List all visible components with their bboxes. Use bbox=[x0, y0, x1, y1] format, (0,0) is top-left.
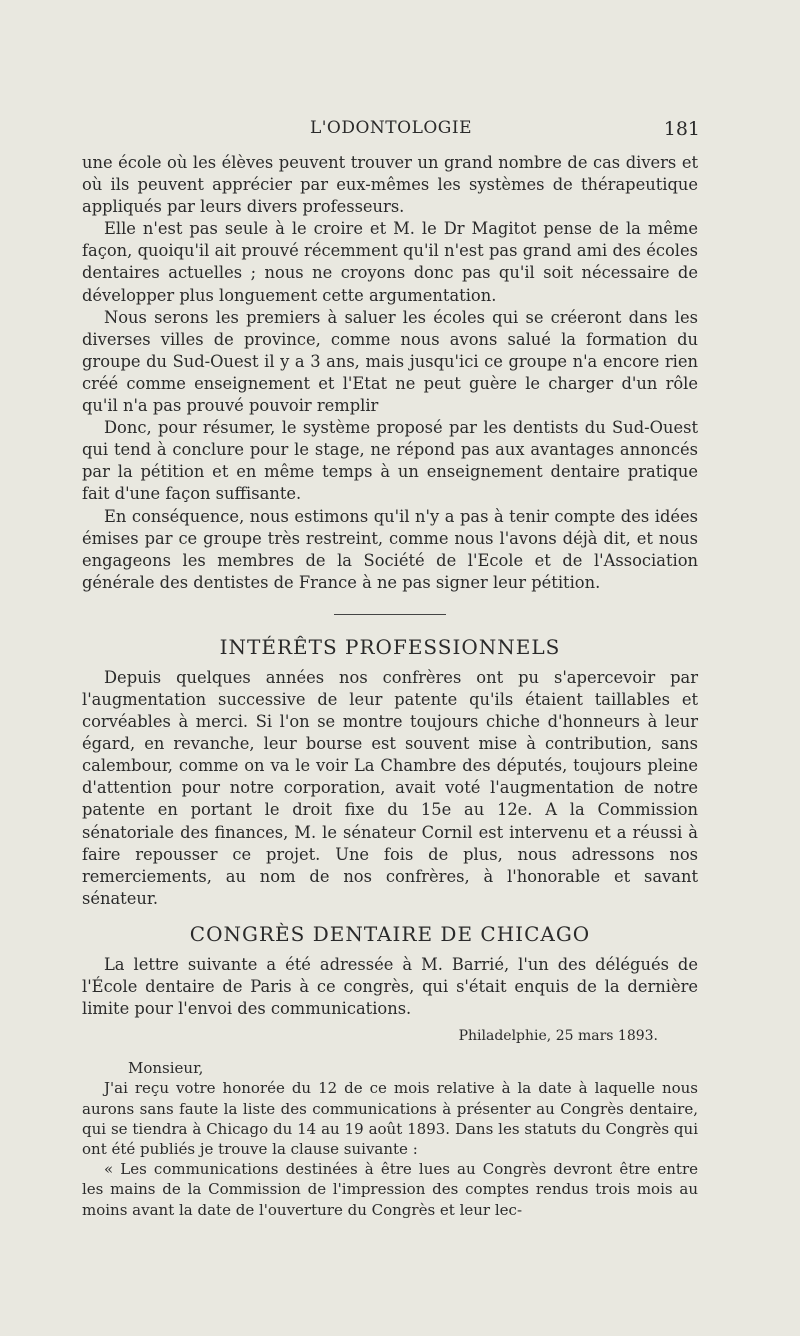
letter-salutation: Monsieur, bbox=[128, 1059, 204, 1078]
paragraph: Donc, pour résumer, le système proposé par les dentists du Sud-Ouest qui tend à conclure pour le stage, ne répond pas aux avantages annoncés par la pétition et en même temps à un enseignement dentaire pratique fait d'une façon suffisante. bbox=[82, 418, 698, 504]
letter-date: Philadelphie, 25 mars 1893. bbox=[458, 1028, 658, 1045]
paragraph: La lettre suivante a été adressée à M. Barrié, l'un des délégués de l'École dentaire de Paris à ce congrès, qui s'était enquis de la dernière limite pour l'envoi des communications. bbox=[82, 954, 698, 1019]
paragraph: une école où les élèves peuvent trouver un grand nombre de cas divers et où ils peuvent apprécier par eux-mêmes les systèmes de thérapeutique appliqués par leurs divers professeurs. bbox=[82, 153, 698, 217]
letter bbox=[82, 1028, 698, 1220]
page-body bbox=[82, 152, 698, 1220]
section-heading: INTÉRÊTS PROFESSIONNELS bbox=[219, 634, 561, 659]
paragraph: Depuis quelques années nos confrères ont pu s'apercevoir par l'augmentation successive de leur patente qu'ils étaient taillables et corvéables à merci. Si l'on se montre toujours chiche d'honneurs à leur égard, en revanche, leur bourse est souvent mise à contribution, sans calembour, comme on va le voir La Chambre des députés, toujours pleine d'attention pour notre corporation, avait voté l'augmentation de notre patente en portant le droit fixe du 15e au 12e. A la Commission sénatoriale des finances, M. le sénateur Cornil est intervenu et a réussi à faire repousser ce projet. Une fois de plus, nous adressons nos remerciements, au nom de nos confrères, à l'honorable et savant sénateur. bbox=[82, 667, 698, 908]
running-header bbox=[82, 118, 700, 148]
letter-paragraph: J'ai reçu votre honorée du 12 de ce mois relative à la date à laquelle nous aurons sans faute la liste des communications à présenter au Congrès dentaire, qui se tiendra à Chicago du 14 au 19 août 1893. Dans les statuts du Congrès qui ont été publiés je trouve la clause suivante : bbox=[82, 1079, 698, 1158]
page-number: 181 bbox=[663, 118, 700, 140]
section-divider bbox=[334, 614, 446, 615]
section-heading: CONGRÈS DENTAIRE DE CHICAGO bbox=[189, 921, 591, 946]
paragraph: Nous serons les premiers à saluer les écoles qui se créeront dans les diverses villes de province, comme nous avons salué la formation du groupe du Sud-Ouest il y a 3 ans, mais jusqu'ici ce groupe n'a encore rien créé comme enseignement et l'Etat ne peut guère le charger d'un rôle qu'il n'a pas prouvé pouvoir remplir bbox=[82, 307, 698, 416]
letter-paragraph: « Les communications destinées à être lues au Congrès devront être entre les mains de la Commission de l'impression des comptes rendus trois mois au moins avant la date de l'ouverture du Congrès et leur lec- bbox=[82, 1160, 698, 1219]
journal-title: L'ODONTOLOGIE bbox=[309, 118, 473, 138]
paragraph: En conséquence, nous estimons qu'il n'y a pas à tenir compte des idées émises par ce groupe très restreint, comme nous l'avons déjà dit, et nous engageons les membres de la Société de l'Ecole et de l'Association générale des dentistes de France à ne pas signer leur pétition. bbox=[82, 506, 698, 592]
paragraph: Elle n'est pas seule à le croire et M. le Dr Magitot pense de la même façon, quoiqu'il ait prouvé récemment qu'il n'est pas grand ami des écoles dentaires actuelles ; nous ne croyons donc pas qu'il soit nécessaire de développer plus longuement cette argumentation. bbox=[82, 219, 698, 305]
